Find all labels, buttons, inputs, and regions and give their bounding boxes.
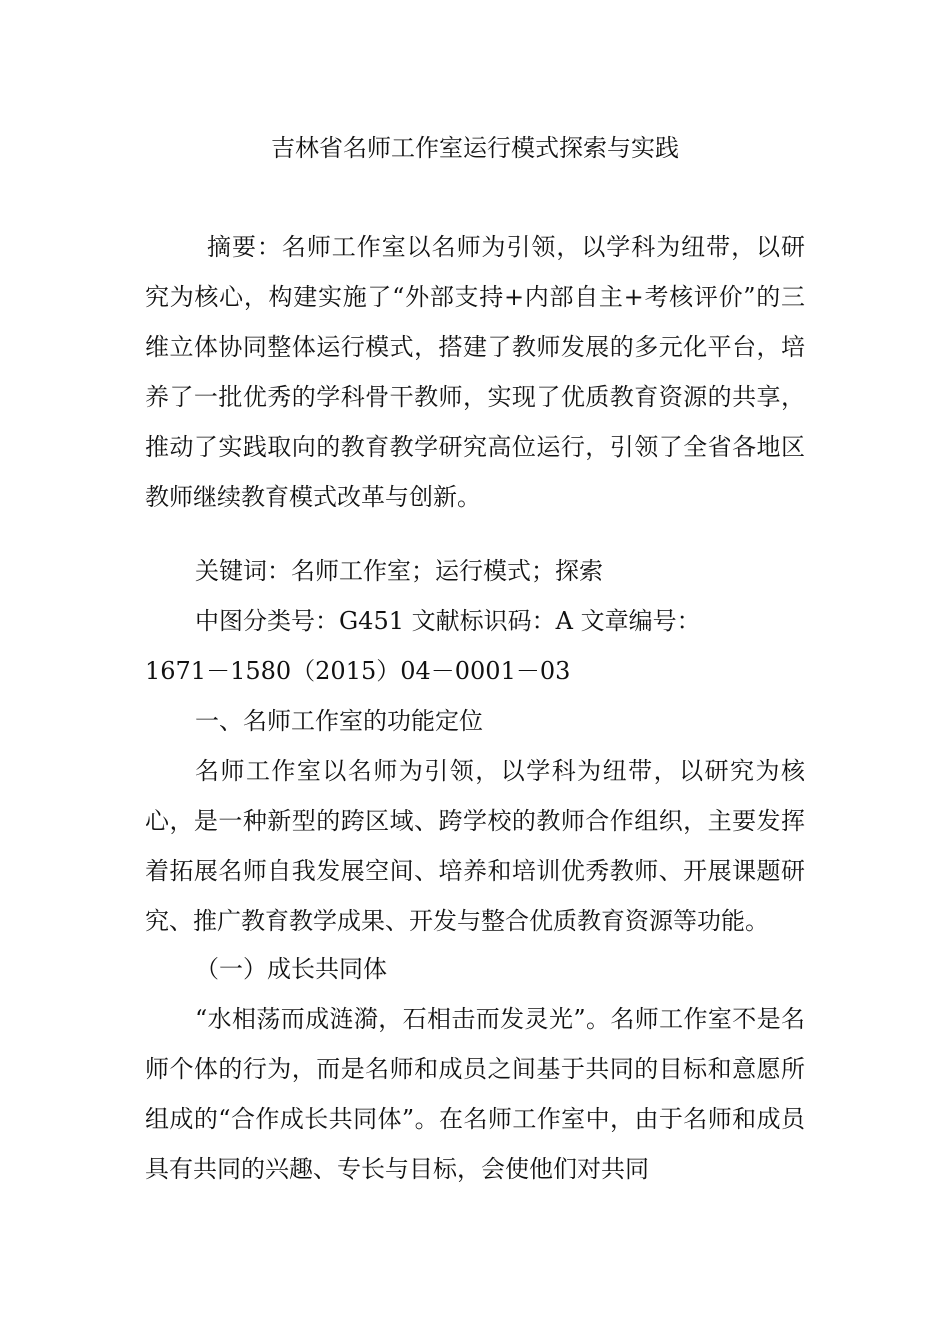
abstract-paragraph: 摘要：名师工作室以名师为引领，以学科为纽带，以研究为核心，构建实施了“外部支持+内部自主+考核评价”的三维立体协同整体运行模式，搭建了教师发展的多元化平台，培养了一批优秀的学科骨干教师，实现了优质教育资源的共享，推动了实践取向的教育教学研究高位运行，引领了全省各地区教师继续教育模式改革与创新。 [145,233,805,511]
article-number-line: 1671－1580（2015）04－0001－03 [145,657,571,685]
section-heading: 一、名师工作室的功能定位 [195,707,483,735]
section-paragraph: 名师工作室以名师为引领，以学科为纽带，以研究为核心，是一种新型的跨区域、跨学校的教师合作组织，主要发挥着拓展名师自我发展空间、培养和培训优秀教师、开展课题研究、推广教育教学成果、开发与整合优质教育资源等功能。 [145,757,805,935]
keywords-line: 关键词：名师工作室；运行模式；探索 [195,557,603,585]
document-title: 吉林省名师工作室运行模式探索与实践 [271,134,679,162]
subsection-heading: （一）成长共同体 [195,955,387,983]
subsection-paragraph: “水相荡而成涟漪，石相击而发灵光”。名师工作室不是名师个体的行为，而是名师和成员之间基于共同的目标和意愿所组成的“合作成长共同体”。在名师工作室中，由于名师和成员具有共同的兴趣、专长与目标，会使他们对共同 [145,1005,805,1183]
classification-line: 中图分类号：G451 文献标识码：A 文章编号： [195,607,701,635]
